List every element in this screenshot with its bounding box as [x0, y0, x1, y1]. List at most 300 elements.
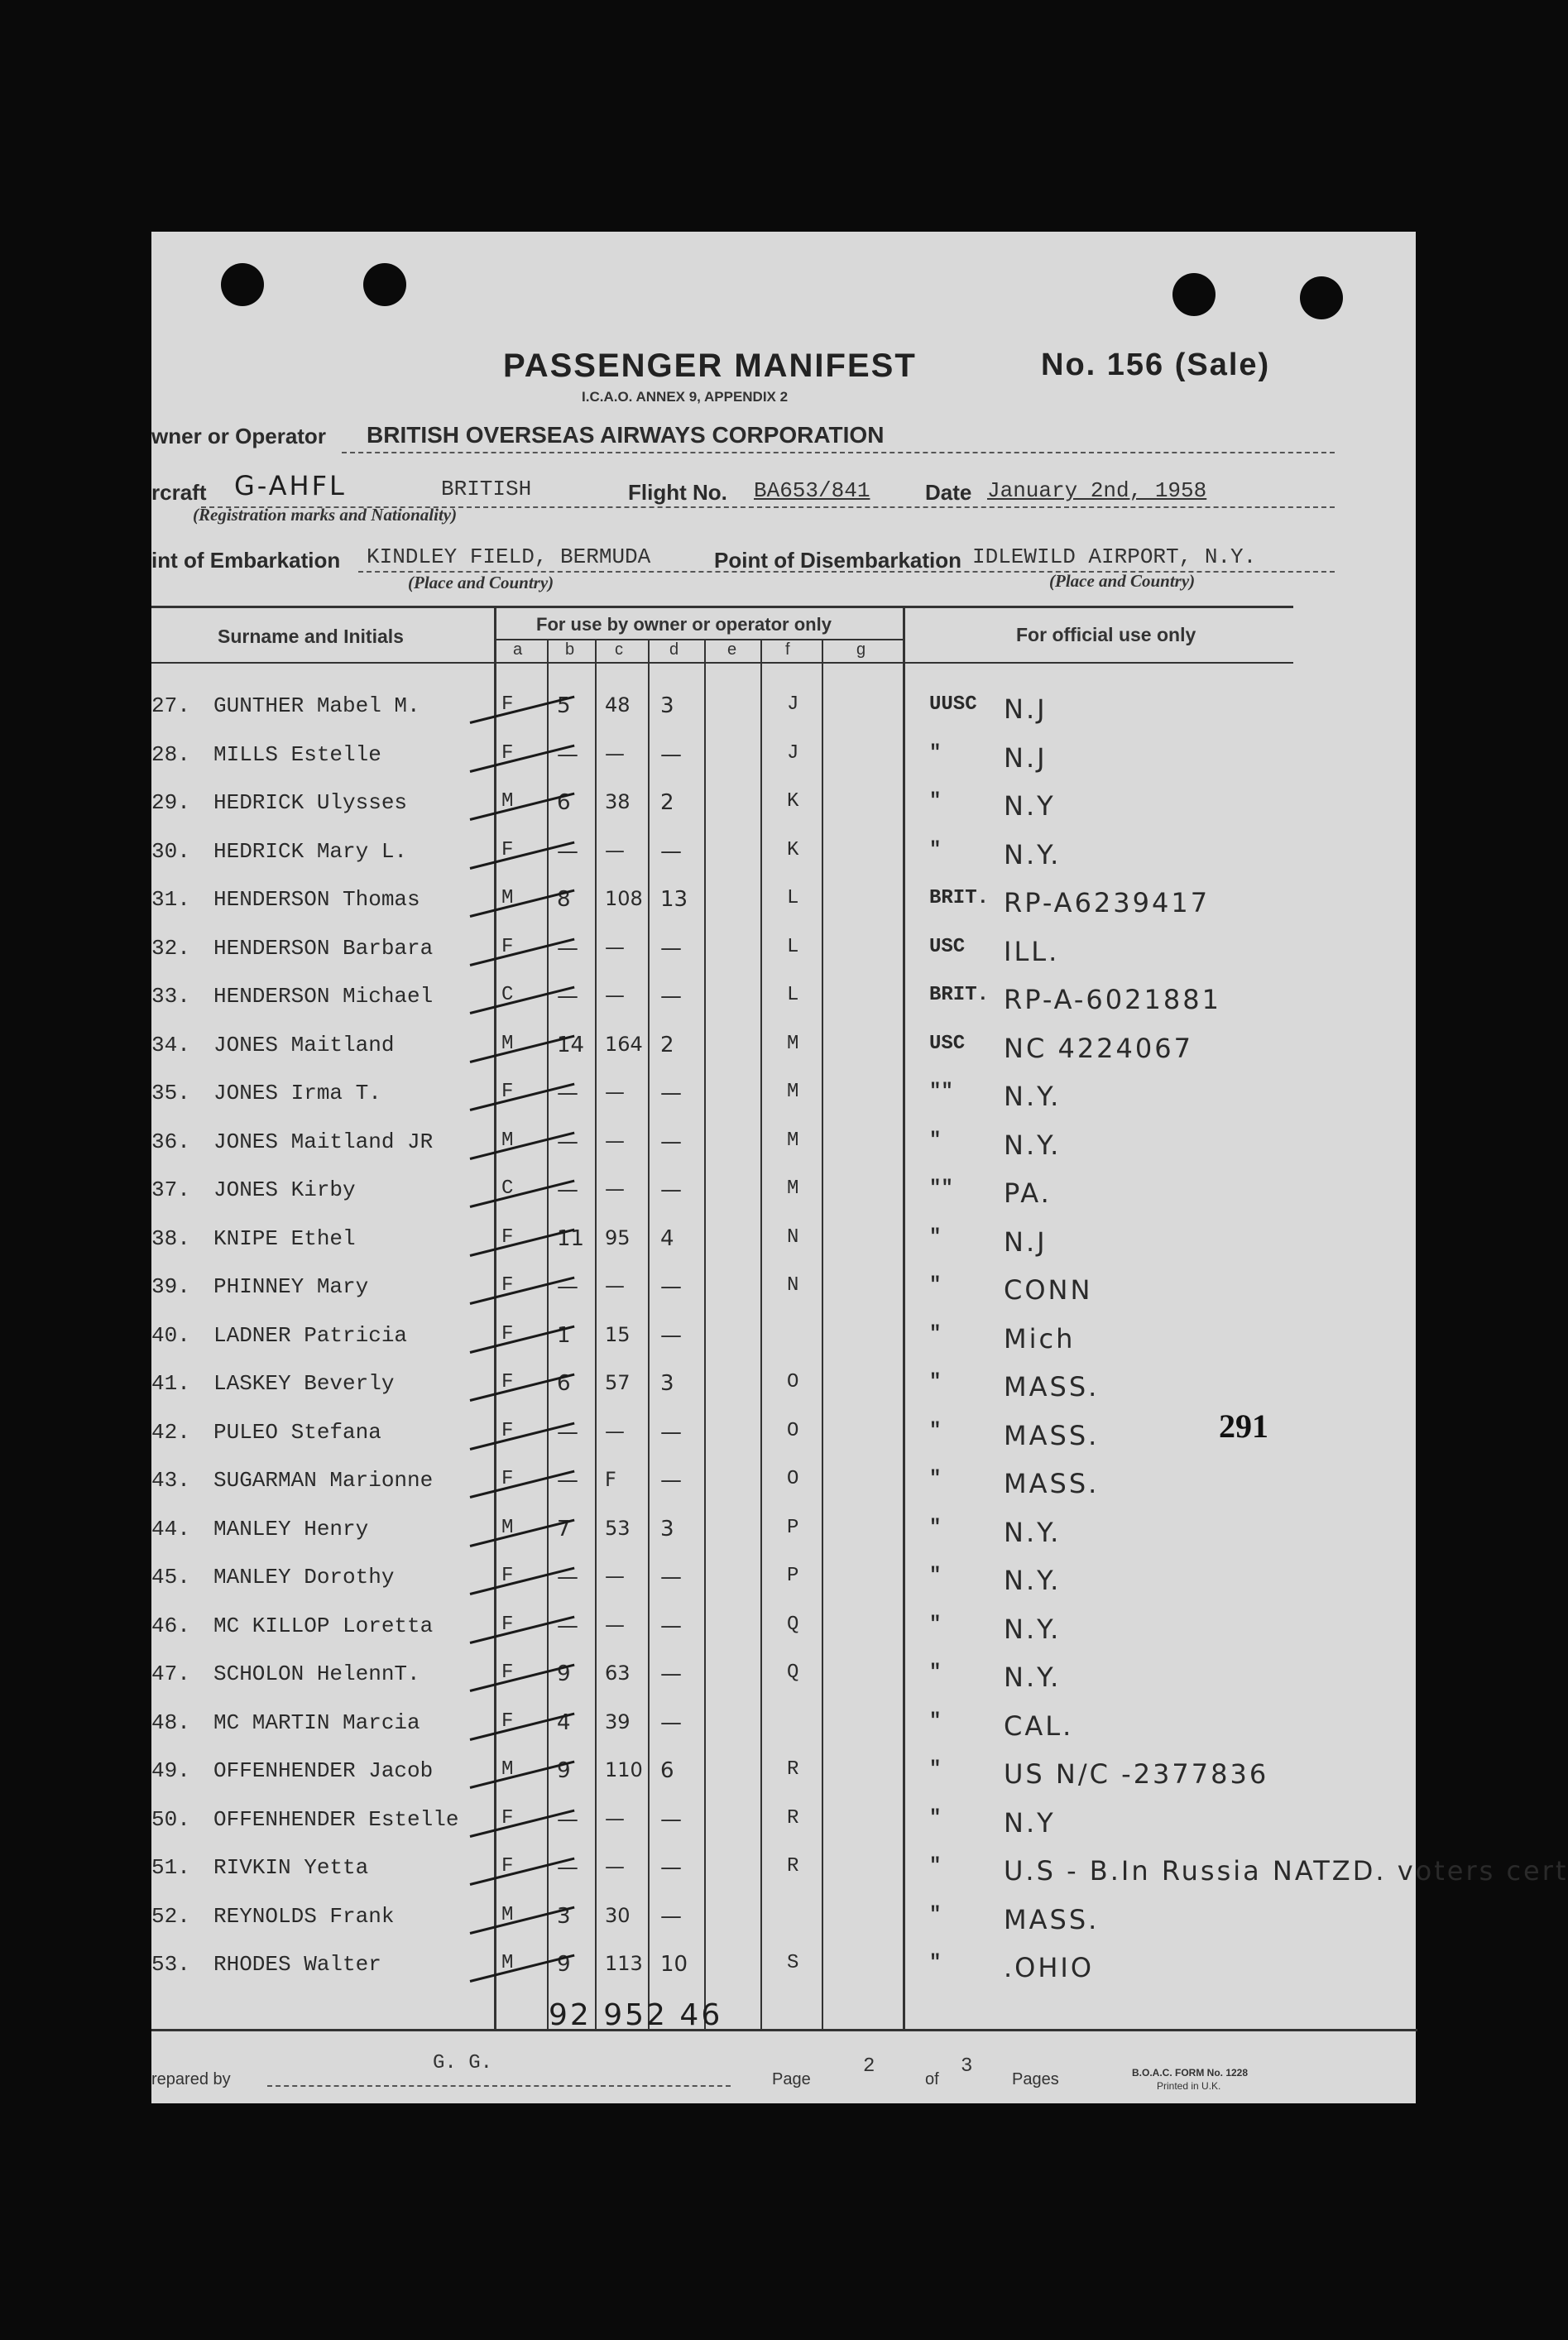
column-letter-d: d — [669, 640, 679, 659]
field-d: — — [660, 1468, 682, 1493]
field-d: 6 — [660, 1758, 674, 1783]
field-d: — — [660, 1274, 682, 1299]
row-number: 50. — [151, 1806, 190, 1832]
field-b: 9 — [557, 1952, 571, 1977]
group-letter: L — [787, 984, 799, 1006]
table-row — [151, 1218, 1416, 1266]
group-letter: J — [787, 693, 799, 716]
sex-code: F — [501, 1081, 514, 1103]
group-letter: N — [787, 1225, 799, 1249]
field-c: — — [605, 1613, 625, 1637]
sex-code: F — [501, 1371, 514, 1393]
passenger-name: PHINNEY Mary — [213, 1274, 369, 1299]
sex-code: F — [501, 693, 514, 716]
table-row — [151, 1799, 1416, 1847]
manifest-subtitle: I.C.A.O. ANNEX 9, APPENDIX 2 — [582, 389, 789, 405]
column-letter-e: e — [727, 640, 737, 659]
field-b: 3 — [557, 1903, 571, 1929]
field-c: 110 — [605, 1758, 643, 1781]
passenger-name: MILLS Estelle — [213, 741, 381, 767]
table-row — [151, 734, 1416, 782]
footer-rule — [151, 2029, 1417, 2031]
table-row — [151, 1363, 1416, 1411]
flight-label: Flight No. — [628, 480, 727, 505]
sex-code: F — [501, 1468, 514, 1490]
official-notes: CONN — [1004, 1274, 1093, 1306]
official-type: " — [929, 1709, 942, 1733]
disembarkation-value: IDLEWILD AIRPORT, N.Y. — [972, 544, 1257, 569]
sex-code: F — [501, 1419, 514, 1442]
passenger-name: JONES Maitland — [213, 1032, 395, 1057]
official-notes: N.Y. — [1004, 1516, 1062, 1548]
table-row — [151, 928, 1416, 976]
manifest-number: No. 156 (Sale) — [1041, 348, 1271, 382]
column-letter-c: c — [615, 640, 623, 659]
field-b: 14 — [557, 1032, 585, 1057]
aircraft-nationality: BRITISH — [441, 477, 532, 501]
official-notes: N.J — [1004, 693, 1048, 725]
group-letter: O — [787, 1419, 799, 1442]
table-row — [151, 879, 1416, 927]
field-d: — — [660, 935, 682, 961]
sex-code: M — [501, 1903, 514, 1926]
row-number: 28. — [151, 741, 190, 767]
table-row — [151, 1605, 1416, 1653]
row-number: 48. — [151, 1709, 190, 1735]
sex-code: F — [501, 838, 514, 861]
row-number: 36. — [151, 1129, 190, 1154]
prepared-by-label: repared by — [151, 2070, 231, 2088]
row-number: 34. — [151, 1032, 190, 1057]
row-number: 39. — [151, 1274, 190, 1299]
passenger-name: RHODES Walter — [213, 1952, 381, 1977]
row-number: 35. — [151, 1081, 190, 1105]
field-c: 108 — [605, 887, 643, 910]
official-type: " — [929, 790, 942, 813]
disembarkation-label: Point of Disembarkation — [714, 548, 962, 573]
field-b: 9 — [557, 1758, 571, 1783]
official-notes: MASS. — [1004, 1468, 1100, 1499]
field-d: 2 — [660, 790, 674, 815]
field-c: 48 — [605, 693, 631, 717]
field-b: — — [557, 838, 578, 864]
sex-code: C — [501, 1177, 514, 1200]
table-row — [151, 782, 1416, 830]
field-c: — — [605, 984, 625, 1007]
official-type: " — [929, 838, 942, 861]
passenger-name: HENDERSON Barbara — [213, 935, 434, 961]
sex-code: F — [501, 1709, 514, 1733]
field-b: — — [557, 1274, 578, 1299]
group-letter: S — [787, 1952, 799, 1974]
official-type: " — [929, 1322, 942, 1345]
official-notes: N.Y. — [1004, 1081, 1062, 1112]
official-notes: PA. — [1004, 1177, 1052, 1209]
table-row — [151, 1508, 1416, 1556]
row-number: 32. — [151, 935, 190, 961]
official-type: " — [929, 1806, 942, 1829]
row-number: 40. — [151, 1322, 190, 1348]
passenger-name: JONES Kirby — [213, 1177, 356, 1202]
owner-label: wner or Operator — [151, 424, 326, 448]
surname-column-header: Surname and Initials — [218, 626, 404, 647]
group-letter: P — [787, 1565, 799, 1587]
field-b: — — [557, 984, 578, 1009]
table-row — [151, 685, 1416, 733]
table-row — [151, 1896, 1416, 1944]
official-type: " — [929, 1661, 942, 1684]
field-b: 4 — [557, 1709, 571, 1735]
table-header-rule — [151, 662, 1293, 664]
row-number: 47. — [151, 1661, 190, 1686]
sex-code: F — [501, 935, 514, 958]
field-c: 15 — [605, 1322, 631, 1346]
column-letter-b: b — [565, 640, 575, 659]
column-letter-f: f — [785, 640, 790, 659]
field-d: — — [660, 1613, 682, 1638]
official-notes: MASS. — [1004, 1419, 1100, 1451]
sex-code: F — [501, 1661, 514, 1684]
official-notes: N.Y — [1004, 1806, 1056, 1839]
table-row — [151, 1121, 1416, 1169]
field-b: 6 — [557, 1371, 571, 1396]
row-number: 37. — [151, 1177, 190, 1202]
pages-label: Pages — [1012, 2070, 1059, 2088]
field-d: 3 — [660, 693, 674, 718]
field-b: 5 — [557, 693, 571, 718]
field-d: — — [660, 1709, 682, 1735]
operator-use-header: For use by owner or operator only — [536, 614, 832, 635]
official-notes: N.Y. — [1004, 838, 1062, 870]
form-note: B.O.A.C. FORM No. 1228 — [1132, 2067, 1249, 2079]
punch-hole — [1300, 276, 1343, 319]
sex-code: M — [501, 1758, 514, 1781]
field-b: 7 — [557, 1516, 571, 1542]
table-row — [151, 831, 1416, 879]
table-row — [151, 1315, 1416, 1363]
field-c: 63 — [605, 1661, 631, 1685]
aircraft-label: rcraft — [151, 480, 207, 505]
group-letter: L — [787, 935, 799, 958]
field-c: — — [605, 1274, 625, 1297]
official-type: " — [929, 1855, 942, 1877]
totals-handwritten: 92 952 46 — [549, 1998, 723, 2032]
registration-note: (Registration marks and Nationality) — [193, 505, 458, 525]
field-b: — — [557, 1081, 578, 1105]
official-use-header: For official use only — [1016, 624, 1196, 645]
passenger-name: OFFENHENDER Jacob — [213, 1758, 434, 1783]
field-b: 11 — [557, 1225, 585, 1251]
official-type: " — [929, 741, 942, 765]
table-row — [151, 1944, 1416, 1992]
official-type: " — [929, 1274, 942, 1297]
row-number: 49. — [151, 1758, 190, 1783]
table-row — [151, 1750, 1416, 1798]
sex-code: F — [501, 1565, 514, 1587]
owner-rule — [342, 452, 1335, 453]
field-b: — — [557, 1855, 578, 1880]
field-c: — — [605, 1565, 625, 1588]
row-number: 53. — [151, 1952, 190, 1977]
official-notes: RP-A6239417 — [1004, 887, 1211, 918]
table-row — [151, 1847, 1568, 1895]
official-type: " — [929, 1371, 942, 1393]
official-notes: N.J — [1004, 1225, 1048, 1258]
passenger-name: JONES Maitland JR — [213, 1129, 434, 1154]
column-letter-g: g — [856, 640, 866, 659]
official-type: "" — [929, 1081, 953, 1103]
passenger-name: RIVKIN Yetta — [213, 1855, 369, 1880]
row-number: 42. — [151, 1419, 190, 1445]
page-number: 2 — [863, 2055, 875, 2078]
group-letter: M — [787, 1081, 799, 1103]
row-number: 43. — [151, 1468, 190, 1493]
passenger-name: JONES Irma T. — [213, 1081, 381, 1105]
official-notes: N.Y. — [1004, 1613, 1062, 1645]
punch-hole — [1172, 273, 1216, 316]
group-letter: Q — [787, 1613, 799, 1636]
official-type: BRIT. — [929, 887, 990, 909]
field-b: — — [557, 1806, 578, 1832]
field-c: F — [605, 1468, 616, 1491]
field-d: — — [660, 1419, 682, 1445]
passenger-name: MC KILLOP Loretta — [213, 1613, 434, 1638]
passenger-name: MANLEY Dorothy — [213, 1565, 395, 1590]
official-type: UUSC — [929, 693, 977, 716]
sex-code: F — [501, 1322, 514, 1345]
sex-code: C — [501, 984, 514, 1006]
field-c: — — [605, 1081, 625, 1104]
field-c: — — [605, 1419, 625, 1443]
table-top-rule — [151, 606, 1293, 608]
group-letter: K — [787, 790, 799, 813]
field-d: 13 — [660, 887, 688, 912]
field-c: 113 — [605, 1952, 643, 1975]
official-type: " — [929, 1565, 942, 1587]
field-d: 4 — [660, 1225, 674, 1251]
operator-subhead-rule — [494, 639, 903, 640]
field-c: — — [605, 1806, 625, 1830]
official-notes: .OHIO — [1004, 1952, 1095, 1983]
manifest-title: PASSENGER MANIFEST — [503, 348, 917, 384]
passenger-name: MANLEY Henry — [213, 1516, 369, 1542]
field-b: — — [557, 935, 578, 961]
column-letter-a: a — [513, 640, 523, 659]
group-letter: M — [787, 1129, 799, 1152]
embarkation-place-note: (Place and Country) — [408, 573, 554, 592]
row-number: 27. — [151, 693, 190, 718]
sex-code: M — [501, 1516, 514, 1539]
field-d: — — [660, 1806, 682, 1832]
group-letter: R — [787, 1758, 799, 1781]
group-letter: J — [787, 741, 799, 765]
row-number: 51. — [151, 1855, 190, 1880]
official-notes: N.J — [1004, 741, 1048, 774]
group-letter: R — [787, 1806, 799, 1829]
official-notes: MASS. — [1004, 1903, 1100, 1935]
field-d: — — [660, 1081, 682, 1105]
field-d: — — [660, 1322, 682, 1348]
group-letter: O — [787, 1371, 799, 1393]
group-letter: K — [787, 838, 799, 861]
row-number: 41. — [151, 1371, 190, 1396]
official-type: " — [929, 1129, 942, 1152]
official-type: BRIT. — [929, 984, 990, 1006]
field-b: — — [557, 1129, 578, 1154]
field-c: 39 — [605, 1709, 631, 1733]
field-b: 9 — [557, 1661, 571, 1686]
official-type: " — [929, 1952, 942, 1974]
group-letter: P — [787, 1516, 799, 1539]
official-type: " — [929, 1419, 942, 1442]
punch-hole — [221, 263, 264, 306]
passenger-name: HEDRICK Mary L. — [213, 838, 408, 864]
row-number: 38. — [151, 1225, 190, 1251]
row-number: 30. — [151, 838, 190, 864]
passenger-name: LADNER Patricia — [213, 1322, 408, 1348]
table-row — [151, 976, 1416, 1024]
field-c: — — [605, 1129, 625, 1153]
official-notes: ILL. — [1004, 935, 1060, 967]
prepared-by-value: G. G. — [433, 2052, 493, 2074]
field-b: 1 — [557, 1322, 571, 1348]
group-letter: O — [787, 1468, 799, 1490]
official-notes: N.Y. — [1004, 1661, 1062, 1693]
field-c: 38 — [605, 790, 631, 813]
table-row — [151, 1460, 1416, 1508]
official-notes: US N/C -2377836 — [1004, 1758, 1269, 1790]
official-type: " — [929, 1613, 942, 1636]
sex-code: F — [501, 1855, 514, 1877]
field-c: 57 — [605, 1371, 631, 1394]
field-d: — — [660, 1661, 682, 1686]
field-c: — — [605, 935, 625, 959]
table-row — [151, 1072, 1416, 1120]
passenger-name: REYNOLDS Frank — [213, 1903, 395, 1929]
field-c: 30 — [605, 1903, 631, 1927]
field-b: — — [557, 1419, 578, 1445]
official-notes: NC 4224067 — [1004, 1032, 1193, 1064]
field-b: — — [557, 1613, 578, 1638]
stamp-number: 291 — [1219, 1407, 1268, 1445]
page-label: Page — [772, 2070, 811, 2088]
group-letter: M — [787, 1177, 799, 1200]
field-d: 2 — [660, 1032, 674, 1057]
official-type: " — [929, 1468, 942, 1490]
official-notes: N.Y. — [1004, 1129, 1062, 1161]
official-type: " — [929, 1225, 942, 1249]
passenger-name: LASKEY Beverly — [213, 1371, 395, 1396]
field-d: — — [660, 1903, 682, 1929]
table-row — [151, 1556, 1416, 1604]
owner-value: BRITISH OVERSEAS AIRWAYS CORPORATION — [367, 422, 885, 448]
flight-number: BA653/841 — [754, 478, 870, 503]
prepared-by-rule — [267, 2085, 731, 2087]
passenger-name: PULEO Stefana — [213, 1419, 381, 1445]
row-number: 44. — [151, 1516, 190, 1542]
table-row — [151, 1266, 1416, 1314]
table-row — [151, 1024, 1416, 1072]
embarkation-label: int of Embarkation — [151, 548, 341, 573]
row-number: 31. — [151, 887, 190, 912]
group-letter: N — [787, 1274, 799, 1297]
field-d: — — [660, 1565, 682, 1590]
official-notes: N.Y — [1004, 790, 1056, 822]
official-type: USC — [929, 1032, 966, 1055]
field-d: 3 — [660, 1516, 674, 1542]
punch-hole — [363, 263, 406, 306]
field-b: — — [557, 741, 578, 767]
table-row — [151, 1702, 1416, 1750]
field-b: 8 — [557, 887, 571, 912]
passenger-name: SCHOLON HelennT. — [213, 1661, 420, 1686]
passenger-name: HENDERSON Thomas — [213, 887, 420, 912]
field-c: 53 — [605, 1516, 631, 1540]
official-type: USC — [929, 935, 966, 958]
group-letter: M — [787, 1032, 799, 1055]
field-c: 95 — [605, 1225, 631, 1249]
sex-code: F — [501, 741, 514, 765]
field-d: 10 — [660, 1952, 688, 1977]
passenger-name: OFFENHENDER Estelle — [213, 1806, 459, 1832]
passenger-name: KNIPE Ethel — [213, 1225, 356, 1251]
passenger-name: SUGARMAN Marionne — [213, 1468, 434, 1493]
field-b: 6 — [557, 790, 571, 815]
row-number: 45. — [151, 1565, 190, 1590]
field-d: — — [660, 984, 682, 1009]
group-letter: Q — [787, 1661, 799, 1684]
date-value: January 2nd, 1958 — [987, 478, 1207, 503]
official-type: " — [929, 1903, 942, 1926]
field-c: — — [605, 1177, 625, 1201]
table-row — [151, 1169, 1416, 1217]
official-notes: CAL. — [1004, 1709, 1074, 1742]
field-c: — — [605, 741, 625, 765]
disembarkation-place-note: (Place and Country) — [1049, 571, 1196, 591]
printed-note: Printed in U.K. — [1157, 2080, 1221, 2092]
row-number: 46. — [151, 1613, 190, 1638]
field-d: — — [660, 838, 682, 864]
official-notes: RP-A-6021881 — [1004, 984, 1221, 1015]
sex-code: M — [501, 1032, 514, 1055]
field-d: — — [660, 1129, 682, 1154]
passenger-name: HEDRICK Ulysses — [213, 790, 408, 815]
table-row — [151, 1653, 1416, 1701]
group-letter: L — [787, 887, 799, 909]
official-notes: MASS. — [1004, 1371, 1100, 1403]
passenger-name: HENDERSON Michael — [213, 984, 434, 1009]
field-d: — — [660, 1855, 682, 1880]
row-number: 29. — [151, 790, 190, 815]
aircraft-registration: G-AHFL — [234, 470, 347, 501]
embarkation-value: KINDLEY FIELD, BERMUDA — [367, 544, 651, 569]
field-d: 3 — [660, 1371, 674, 1396]
row-number: 33. — [151, 984, 190, 1009]
sex-code: M — [501, 790, 514, 813]
field-b: — — [557, 1468, 578, 1493]
field-c: — — [605, 1855, 625, 1878]
passenger-name: GUNTHER Mabel M. — [213, 693, 420, 718]
sex-code: M — [501, 887, 514, 909]
field-c: — — [605, 838, 625, 862]
group-letter: R — [787, 1855, 799, 1877]
sex-code: M — [501, 1952, 514, 1974]
sex-code: M — [501, 1129, 514, 1152]
sex-code: F — [501, 1225, 514, 1249]
official-type: "" — [929, 1177, 953, 1200]
official-notes: Mich — [1004, 1322, 1076, 1355]
sex-code: F — [501, 1613, 514, 1636]
